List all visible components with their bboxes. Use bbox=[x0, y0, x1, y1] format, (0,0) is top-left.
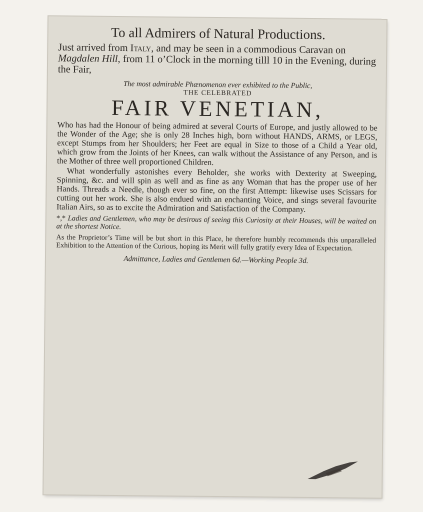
proprietor-note: As the Proprietor’s Time will be but short in this Place, he therefore humbly recommends this unparalleled Exhibition to the Attention of the Curious, hoping its Merit will fully gratify every Idea of Expectation. bbox=[56, 232, 377, 253]
arrival-text-2: , and may be seen in a commodious Caravan on bbox=[151, 43, 346, 57]
handbill-title: To all Admirers of Natural Productions. bbox=[111, 24, 326, 43]
arrival-paragraph bbox=[58, 42, 378, 79]
handbill-text bbox=[56, 24, 378, 265]
admittance-prices: Admittance, Ladies and Gentlemen 6d.—Working People 3d. bbox=[123, 253, 309, 265]
headline: FAIR VENETIAN, bbox=[111, 95, 324, 123]
arrival-location: Magdalen Hill bbox=[58, 53, 118, 66]
celebrated-caption: THE CELEBRATED bbox=[183, 88, 252, 98]
description-paragraph-1: Who has had the Honour of being admired at several Courts of Europe, and justly allowed to be the Wonder of the Age; she is only 28 Inches high, born without HANDS, ARMS, or LEGS, except Stumps from her Shoulders; her Feet are equal in Size to those of a Child a Year old, which grow from the Joints of her Knees, can walk without the Assistance of any Person, and is the Mother of three well proportioned Children. bbox=[56, 120, 378, 168]
description-body bbox=[56, 120, 377, 214]
tagline: The most admirable Phænomenon ever exhibited to the Public, bbox=[123, 78, 313, 90]
handbill-sheet bbox=[44, 16, 387, 498]
visit-notice bbox=[56, 214, 376, 234]
arrival-text-3: , from 11 o’Clock in the morning tilll 10 in the Evening, during the Fair, bbox=[57, 54, 377, 77]
notice-text: Ladies and Gentlemen, who may be desirous of seeing this Curiosity at their Houses, will be waited on at the shortest Notice. bbox=[56, 213, 377, 232]
arrival-origin: Italy bbox=[130, 43, 152, 55]
ink-stain-mark bbox=[306, 459, 360, 482]
notice-asterisms: *,* bbox=[56, 213, 66, 223]
description-paragraph-2: What wonderfully astonishes every Beholder, she works with Dexterity at Sweeping, Spinning, &c. and will spin as well and as fine as any Woman that has the proper use of her Hands. Threads a Needle, though ever so fine, on the first Attempt: likewise uses Scissars for cutting out her work. She is also endued with an enchanting Voice, and sings several favourite Italian Airs, so as to excite the Admiration and Satisfaction of the Company. bbox=[56, 166, 377, 214]
arrival-text-1: Just arrived from bbox=[58, 42, 131, 55]
